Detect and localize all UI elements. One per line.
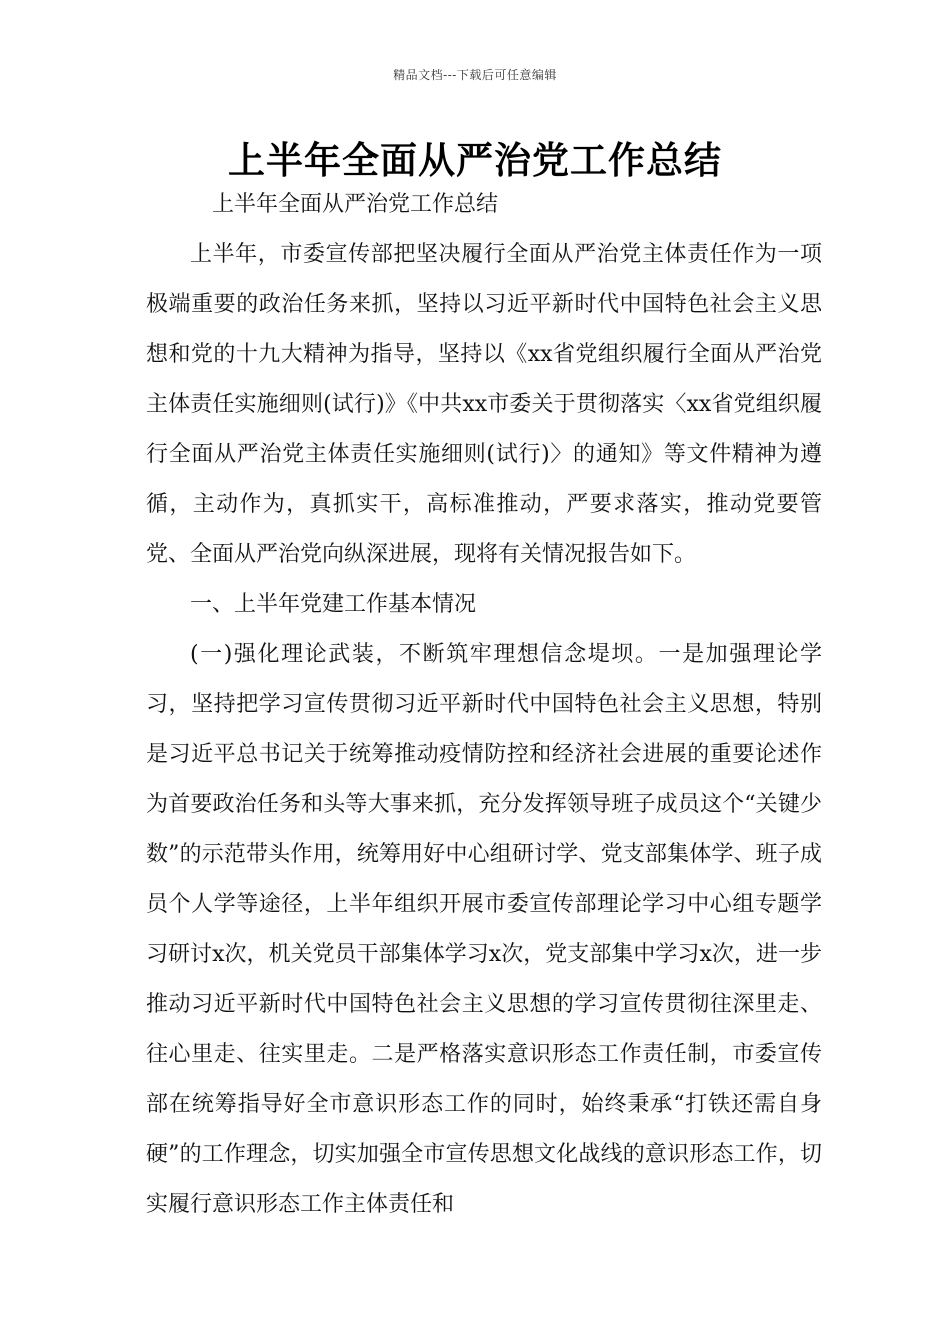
header-note: 精品文档---下载后可任意编辑 (393, 68, 557, 82)
document-title: 上半年全面从严治党工作总结 (228, 139, 722, 182)
document-body (146, 180, 822, 1230)
document-subtitle: 上半年全面从严治党工作总结 (212, 192, 499, 217)
body-paragraph: (一)强化理论武装，不断筑牢理想信念堤坝。一是加强理论学习，坚持把学习宣传贯彻习近平新时代中国特色社会主义思想，特别是习近平总书记关于统筹推动疫情防控和经济社会进展的重要论述作为首要政治任务和头等大事来抓，充分发挥领导班子成员这个“关键少数”的示范带头作用，统筹用好中心组研讨学、党支部集体学、班子成员个人学等途径，上半年组织开展市委宣传部理论学习中心组专题学习研讨x次，机关党员干部集体学习x次，党支部集中学习x次，进一步推动习近平新时代中国特色社会主义思想的学习宣传贯彻往深里走、往心里走、往实里走。二是严格落实意识形态工作责任制，市委宣传部在统筹指导好全市意识形态工作的同时，始终秉承“打铁还需自身硬”的工作理念，切实加强全市宣传思想文化战线的意识形态工作，切实履行意识形态工作主体责任和 (146, 642, 822, 1217)
section-heading: 一、上半年党建工作基本情况 (190, 592, 477, 617)
body-paragraph: 上半年，市委宣传部把坚决履行全面从严治党主体责任作为一项极端重要的政治任务来抓，坚持以习近平新时代中国特色社会主义思想和党的十九大精神为指导，坚持以《xx省党组织履行全面从严治党主体责任实施细则(试行)》《中共xx市委关于贯彻落实〈xx省党组织履行全面从严治党主体责任实施细则(试行)〉的通知》等文件精神为遵循，主动作为，真抓实干，高标准推动，严要求落实，推动党要管党、全面从严治党向纵深进展，现将有关情况报告如下。 (146, 242, 822, 567)
